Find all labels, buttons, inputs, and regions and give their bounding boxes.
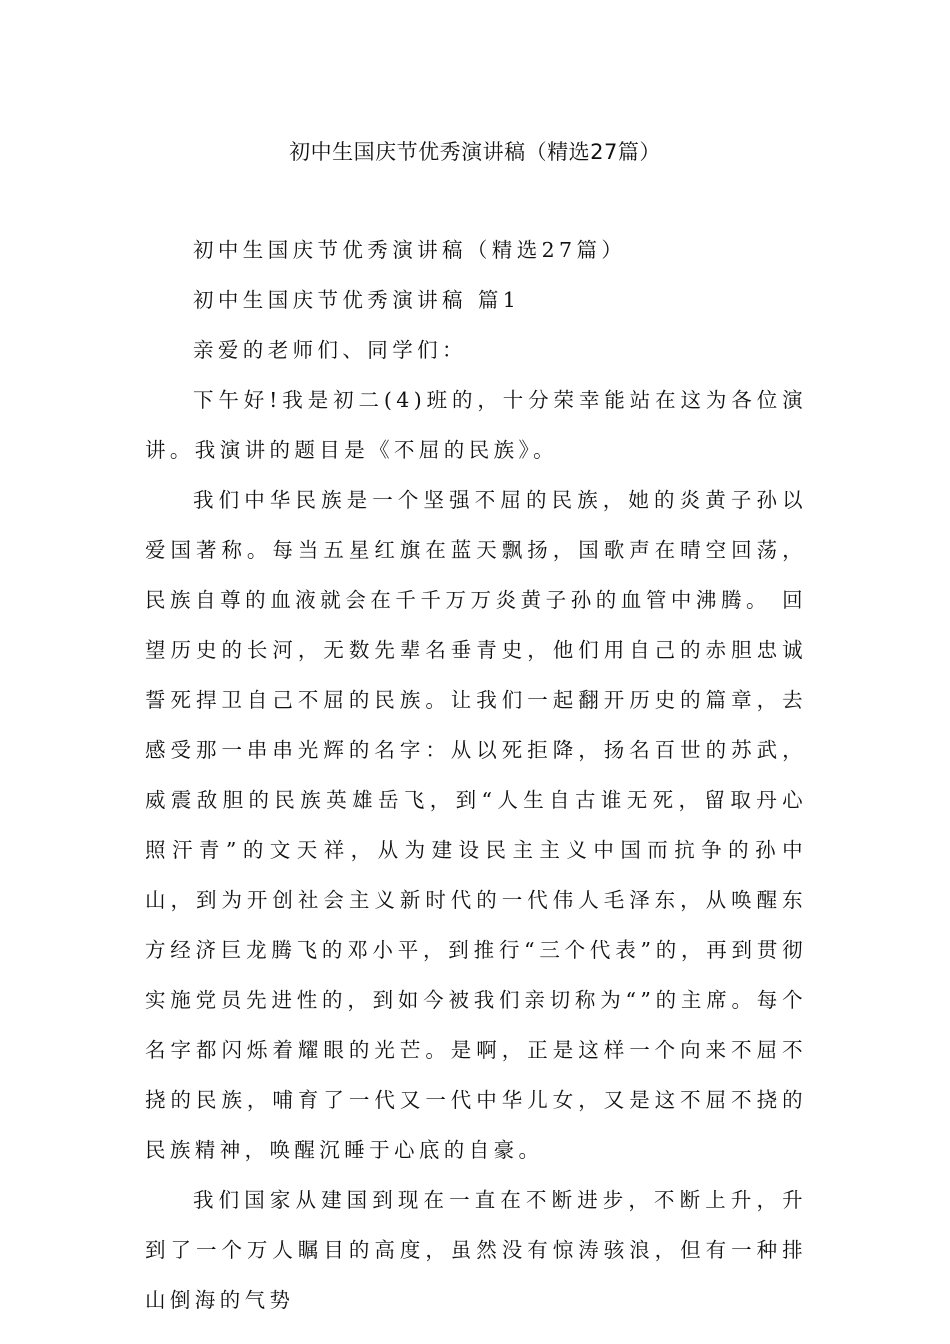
paragraph-subtitle: 初中生国庆节优秀演讲稿（精选27篇）: [193, 238, 627, 262]
paragraph-body: 我们中华民族是一个坚强不屈的民族，她的炎黄子孙以爱国著称。每当五星红旗在蓝天飘扬，国歌声在晴空回荡，民族自尊的血液就会在千千万万炎黄子孙的血管中沸腾。 回望历史的长河，无数先辈名垂青史，他们用自己的赤胆忠诚誓死捍卫自己不屈的民族。让我们一起翻开历史的篇章，去感受那一串串光辉的名字：从以死拒降，扬名百世的苏武，威震敌胆的民族英雄岳飞，到“人生自古谁无死，留取丹心照汗青”的文天祥，从为建设民主主义中国而抗争的孙中山，到为开创社会主义新时代的一代伟人毛泽东，从唤醒东方经济巨龙腾飞的邓小平，到推行“三个代表”的，再到贯彻实施党员先进性的，到如今被我们亲切称为“”的主席。每个名字都闪烁着耀眼的光芒。是啊，正是这样一个向来不屈不挠的民族，哺育了一代又一代中华儿女，又是这不屈不挠的民族精神，唤醒沉睡于心底的自豪。: [145, 488, 807, 1162]
document-title: 初中生国庆节优秀演讲稿（精选27篇）: [289, 140, 661, 164]
paragraph-salutation: 亲爱的老师们、同学们：: [193, 338, 467, 362]
paragraph-greeting: 下午好!我是初二(4)班的，十分荣幸能站在这为各位演讲。我演讲的题目是《不屈的民族》。: [145, 388, 807, 462]
document-body: [145, 225, 807, 1325]
paragraph-section-heading: 初中生国庆节优秀演讲稿 篇1: [193, 288, 521, 312]
paragraph-body: 我们国家从建国到现在一直在不断进步，不断上升，升到了一个万人瞩目的高度，虽然没有惊涛骇浪，但有一种排山倒海的气势: [145, 1188, 807, 1312]
